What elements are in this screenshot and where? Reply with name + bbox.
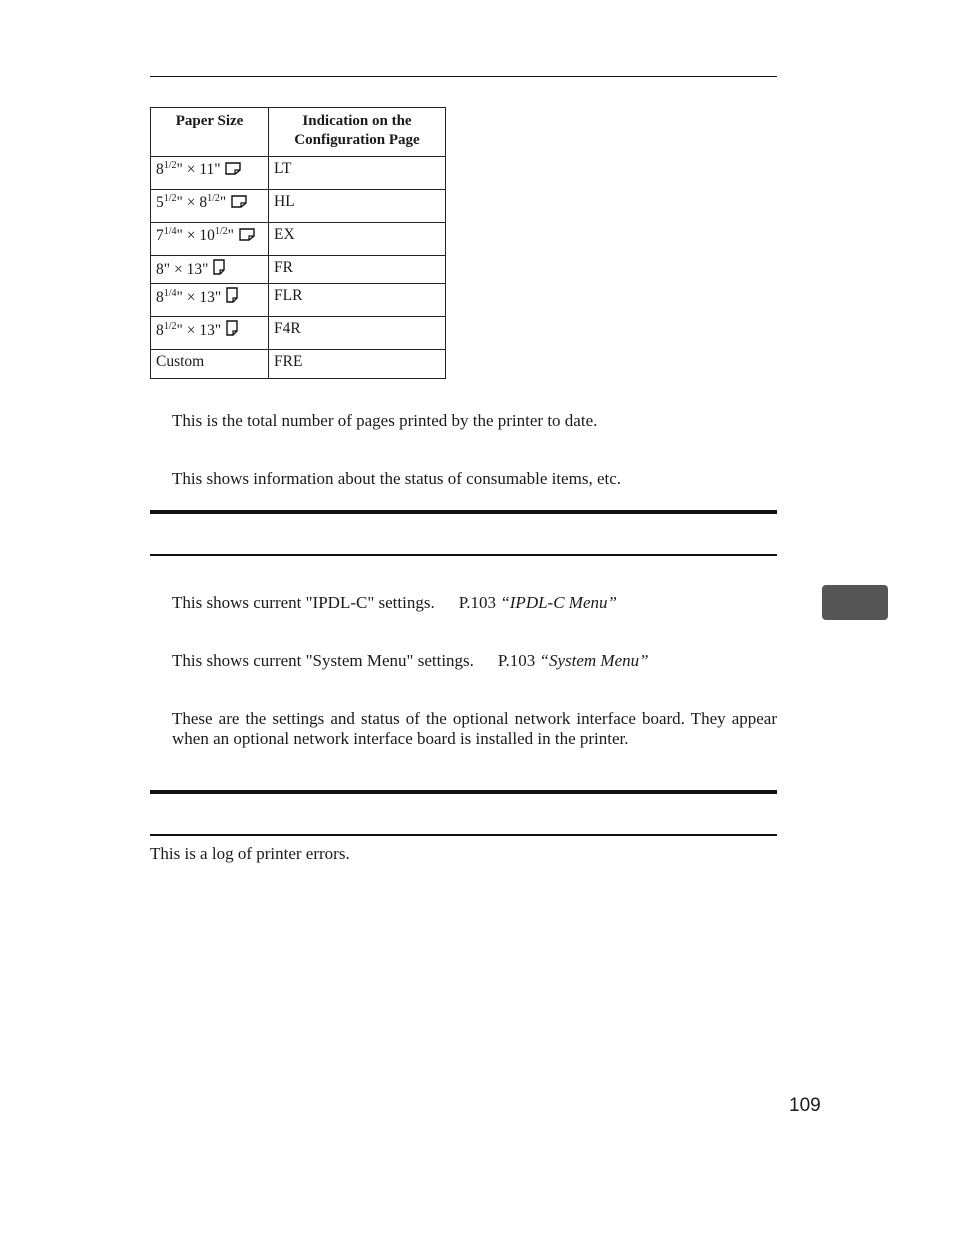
indication-cell: FLR	[269, 284, 446, 317]
paper-size-cell: $5^{1/2}$" × $8^{1/2}$"	[151, 190, 269, 223]
error-log-description: This is a log of printer errors.	[150, 844, 350, 863]
ipdl-settings-description: This shows current "IPDL-C" settings. P.103 “IPDL-C Menu”	[172, 593, 617, 612]
landscape-paper-icon	[231, 195, 247, 208]
page-number: 109	[789, 1095, 821, 1116]
header-paper-size: Paper Size	[151, 108, 269, 157]
indication-cell: EX	[269, 223, 446, 256]
paper-size-cell: 8" × 13"	[151, 256, 269, 284]
section-rule-thick-2	[150, 790, 777, 794]
paper-size-cell: $8^{1/2}$" × 13"	[151, 317, 269, 350]
paper-size-cell: $8^{1/4}$" × 13"	[151, 284, 269, 317]
paper-size-cell: $8^{1/2}$" × 11"	[151, 157, 269, 190]
portrait-paper-icon	[226, 287, 238, 303]
system-menu-reference[interactable]: P.103 “System Menu”	[497, 651, 649, 670]
network-board-description: These are the settings and status of the optional network interface board. They appear when an optional network interface board is installed in the printer.	[172, 709, 777, 748]
consumables-description: This shows information about the status of consumable items, etc.	[172, 469, 622, 488]
portrait-paper-icon	[213, 259, 225, 275]
indication-cell: HL	[269, 190, 446, 223]
header-rule	[150, 76, 777, 77]
table-row	[151, 223, 446, 256]
indication-cell: FRE	[269, 350, 446, 379]
ipdl-reference[interactable]: P.103 “IPDL-C Menu”	[458, 593, 617, 612]
table-row	[151, 350, 446, 379]
header-indication: Indication on the Configuration Page	[269, 108, 446, 157]
section-rule-thick	[150, 510, 777, 514]
landscape-paper-icon	[225, 162, 241, 175]
indication-cell: F4R	[269, 317, 446, 350]
table-row	[151, 157, 446, 190]
system-settings-description: This shows current "System Menu" settings. P.103 “System Menu”	[172, 651, 649, 670]
indication-cell: LT	[269, 157, 446, 190]
portrait-paper-icon	[226, 320, 238, 336]
paper-size-table	[150, 107, 446, 379]
table-row	[151, 284, 446, 317]
indication-cell: FR	[269, 256, 446, 284]
table-header-row	[151, 108, 446, 157]
chapter-tab-marker	[822, 585, 888, 620]
table-row	[151, 190, 446, 223]
landscape-paper-icon	[239, 228, 255, 241]
total-pages-description: This is the total number of pages printed by the printer to date.	[172, 411, 598, 430]
section-rule-thin	[150, 554, 777, 556]
table-row	[151, 256, 446, 284]
section-rule-thin-2	[150, 834, 777, 836]
paper-size-cell: $7^{1/4}$" × $10^{1/2}$"	[151, 223, 269, 256]
table-row	[151, 317, 446, 350]
paper-size-cell: Custom	[151, 350, 269, 379]
